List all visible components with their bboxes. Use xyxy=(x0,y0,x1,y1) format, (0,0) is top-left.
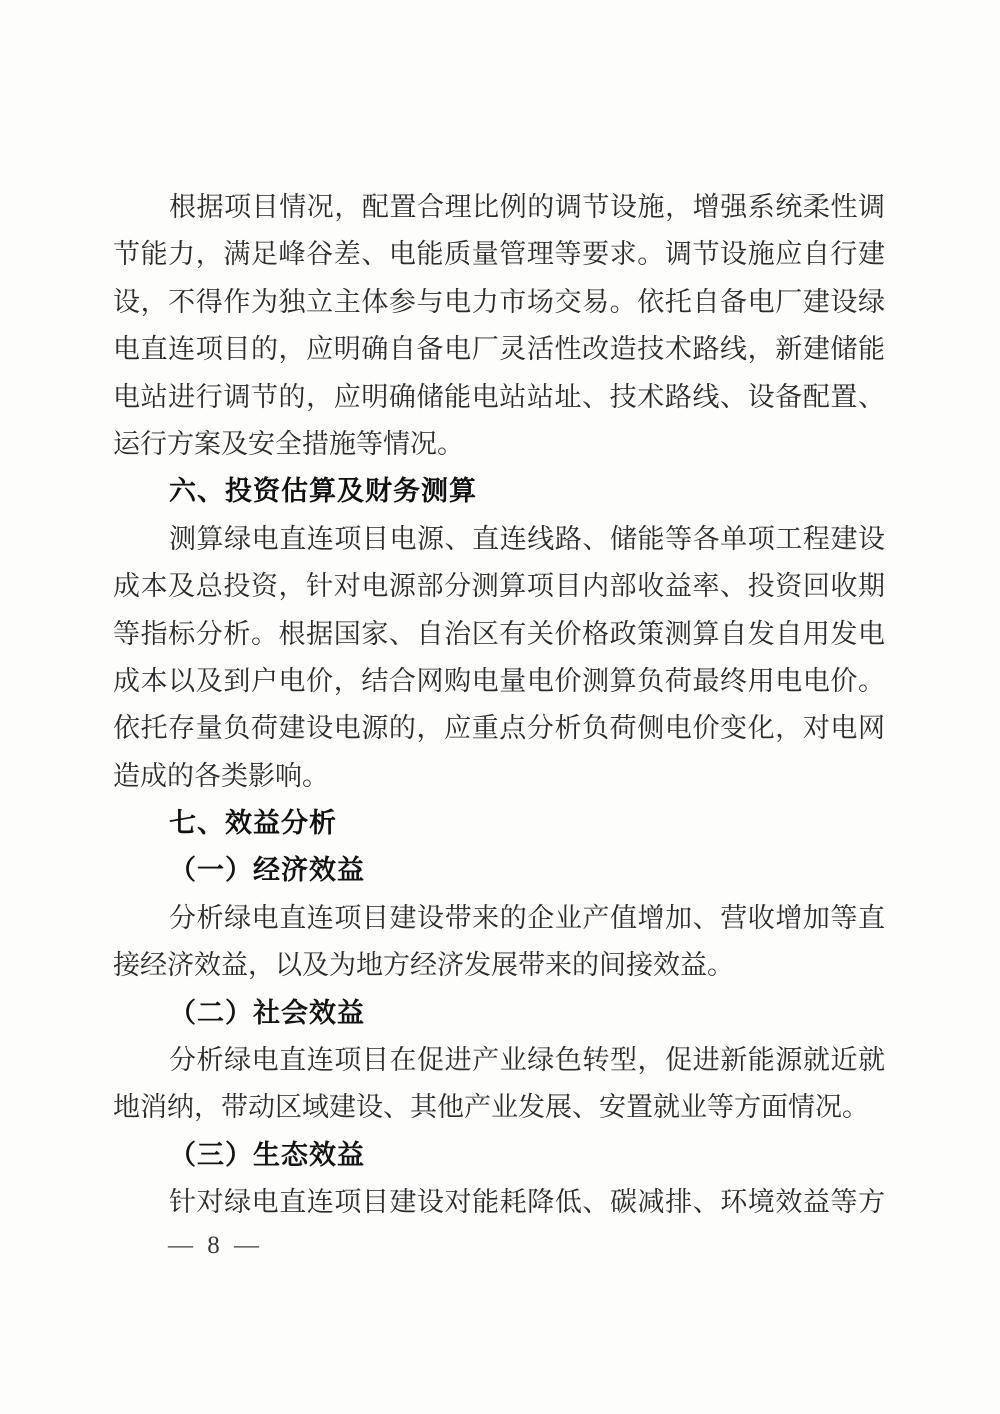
subsection-heading: （一）经济效益 xyxy=(169,855,365,886)
text-line: 等指标分析。根据国家、自治区有关价格政策测算自发自用发电 xyxy=(113,618,885,649)
text-line: 节能力，满足峰谷差、电能质量管理等要求。调节设施应自行建 xyxy=(113,239,885,270)
text-line: 接经济效益，以及为地方经济发展带来的间接效益。 xyxy=(113,950,734,981)
text-line: 分析绿电直连项目建设带来的企业产值增加、营收增加等直 xyxy=(169,902,885,933)
page-number: — 8 — xyxy=(168,1232,263,1259)
text-line: 设，不得作为独立主体参与电力市场交易。依托自备电厂建设绿 xyxy=(113,286,885,317)
text-line: 根据项目情况，配置合理比例的调节设施，增强系统柔性调 xyxy=(169,192,885,222)
text-line: 成本以及到户电价，结合网购电量电价测算负荷最终用电电价。 xyxy=(113,665,885,696)
text-line: 电站进行调节的，应明确储能电站站址、技术路线、设备配置、 xyxy=(113,381,885,412)
text-line: 测算绿电直连项目电源、直连线路、储能等各单项工程建设 xyxy=(169,523,885,554)
text-line: 针对绿电直连项目建设对能耗降低、碳减排、环境效益等方 xyxy=(169,1187,885,1218)
subsection-heading: （二）社会效益 xyxy=(169,997,365,1028)
text-line: 依托存量负荷建设电源的，应重点分析负荷侧电价变化，对电网 xyxy=(113,713,885,744)
section-heading: 六、投资估算及财务测算 xyxy=(169,476,477,508)
text-line: 成本及总投资，针对电源部分测算项目内部收益率、投资回收期 xyxy=(113,571,885,602)
subsection-heading: （三）生态效益 xyxy=(169,1139,365,1170)
text-line: 电直连项目的，应明确自备电厂灵活性改造技术路线，新建储能 xyxy=(113,334,885,365)
text-line: 地消纳，带动区域建设、其他产业发展、安置就业等方面情况。 xyxy=(113,1092,869,1123)
text-line: 造成的各类影响。 xyxy=(113,760,329,791)
section-heading: 七、效益分析 xyxy=(169,808,337,840)
document-body xyxy=(113,184,885,1227)
text-line: 分析绿电直连项目在促进产业绿色转型，促进新能源就近就 xyxy=(169,1045,885,1076)
text-line: 运行方案及安全措施等情况。 xyxy=(113,428,464,459)
